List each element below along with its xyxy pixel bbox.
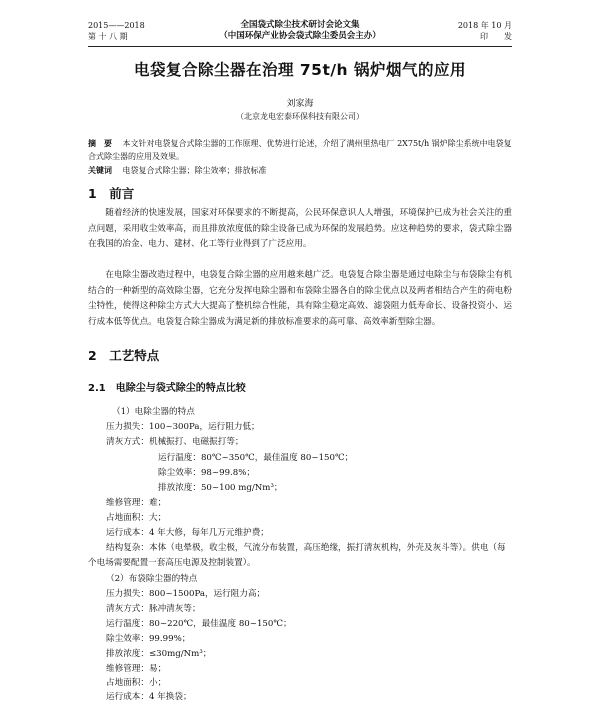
section-2-heading: 2 工艺特点	[88, 348, 160, 363]
bag-cleaning-method: 清灰方式：脉冲清灰等；	[106, 604, 201, 614]
esp-operating-cost: 运行成本：4 年大修，每年几万元维护费；	[106, 528, 269, 538]
section-1-paragraph-1: 随着经济的快速发展，国家对环保要求的不断提高，公民环保意识人人增强，环境保护已成为社会关注的重点问题，采用收尘效率高，而且排放浓度低的除尘设备已成为环保的发展趋势。应这种趋势的要求，袋式除尘器在我国的冶金、电力、建材、化工等行业得到了广泛应用。	[88, 208, 512, 249]
header-years: 2015——2018	[88, 21, 145, 30]
bag-features-title: （2）布袋除尘器的特点	[106, 574, 198, 584]
abstract-text: 本文针对电袋复合式除尘器的工作原理、优势进行论述，介绍了满州里热电厂 2X75t/h 锅炉除尘系统中电袋复合式除尘器的应用及效果。	[88, 139, 512, 161]
header-divider	[88, 46, 512, 47]
header-proceedings-title: 全国袋式除尘技术研讨会论文集	[240, 20, 360, 30]
esp-maintenance: 维修管理：难；	[106, 498, 167, 508]
header-issue: 第 十 八 期	[88, 32, 128, 41]
running-header	[88, 20, 512, 48]
esp-features-title: （1）电除尘器的特点	[112, 407, 195, 417]
header-right	[458, 20, 512, 42]
header-organizer: （中国环保产业协会袋式除尘委员会主办）	[219, 31, 381, 41]
header-center	[88, 20, 512, 42]
paper-affiliation: （北京龙电宏泰环保科技有限公司）	[236, 112, 364, 121]
section-1-paragraph-2: 在电除尘器改造过程中，电袋复合除尘器的应用越来越广泛。电袋复合除尘器是通过电除尘与布袋除尘有机结合的一种新型的高效除尘器，它充分发挥电除尘器和布袋除尘器各自的除尘优点以及两者相结合产生的荷电粉尘特性，使得这种除尘方式大大提高了整机综合性能，具有除尘稳定高效、滤袋阻力低寿命长、设备投资小、运行成本低等优点。电袋复合除尘器成为满足新的排放标准要求的高可靠、高效率新型除尘器。	[88, 270, 512, 327]
bag-pressure-loss: 压力损失：800~1500Pa，运行阻力高；	[106, 589, 266, 599]
bag-operating-cost: 运行成本：4 年换袋；	[106, 692, 192, 702]
keywords	[88, 164, 512, 177]
esp-emission: 排放浓度：50~100 mg/Nm³；	[158, 483, 283, 493]
paper-title: 电袋复合除尘器在治理 75t/h 锅炉烟气的应用	[134, 61, 466, 79]
keywords-label: 关键词	[88, 166, 112, 175]
abstract	[88, 137, 512, 163]
section-2-1-heading: 2.1 电除尘与袋式除尘的特点比较	[88, 383, 246, 394]
esp-efficiency: 除尘效率：98~99.8%；	[158, 468, 255, 478]
bag-maintenance: 维修管理：易；	[106, 664, 167, 674]
bag-efficiency: 除尘效率：99.99%；	[106, 634, 191, 644]
paper-author: 刘家海	[286, 99, 314, 109]
header-date: 2018 年 10 月	[457, 21, 512, 30]
header-printed: 印 发	[480, 32, 512, 41]
section-1-heading: 1 前言	[88, 186, 135, 201]
esp-structure: 结构复杂：本体（电晕极，收尘极，气流分布装置，高压绝缘，振打清灰机构，外壳及灰斗等）。供电（每个电场需要配置一套高压电源及控制装置）。	[88, 543, 506, 568]
esp-cleaning-method: 清灰方式：机械振打、电磁振打等；	[106, 437, 244, 447]
abstract-label: 摘 要	[88, 139, 112, 148]
bag-emission: 排放浓度：≤30mg/Nm³；	[106, 649, 212, 659]
keywords-text: 电袋复合式除尘器；除尘效率；排放标准	[122, 166, 267, 175]
esp-footprint: 占地面积：大；	[106, 513, 167, 523]
esp-pressure-loss: 压力损失：100~300Pa，运行阻力低；	[106, 422, 260, 432]
bag-footprint: 占地面积：小；	[106, 678, 167, 688]
esp-operating-temperature: 运行温度：80℃~350℃，最佳温度 80~150℃；	[158, 453, 354, 463]
bag-operating-temperature: 运行温度：80~220℃，最佳温度 80~150℃；	[106, 619, 292, 629]
